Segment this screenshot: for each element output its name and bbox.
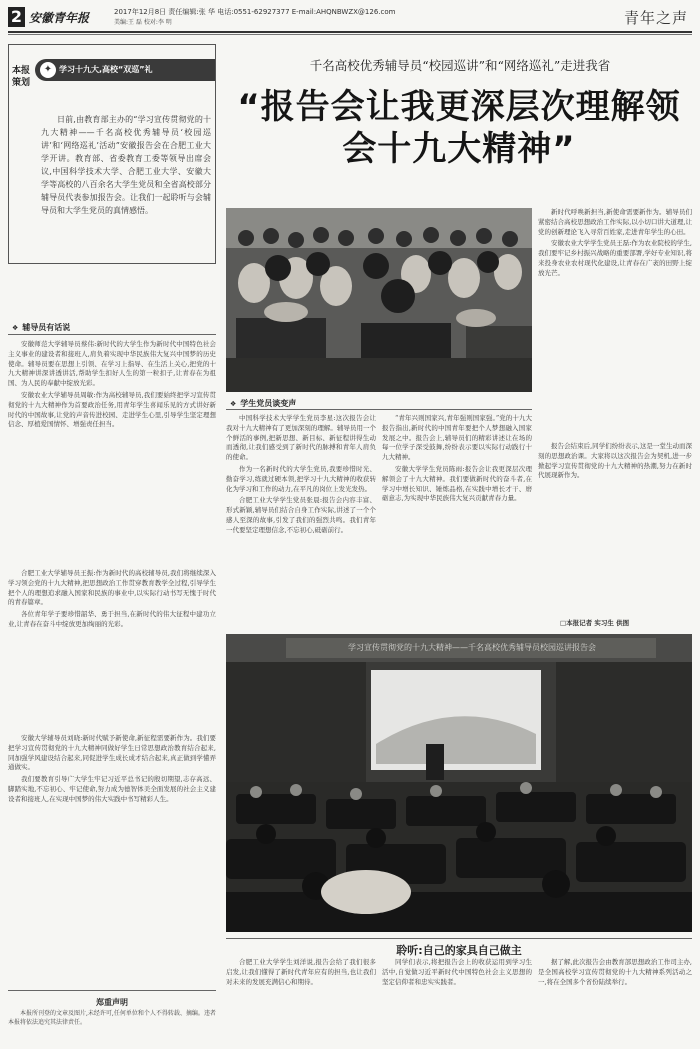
student-rule bbox=[226, 409, 532, 410]
paragraph: 作为一名新时代的大学生党员,我要珍惜时光、勤奋学习,练就过硬本领,把学习十九大精神的收获转化为学习和工作的动力,在平凡的岗位上发光发热。 bbox=[226, 464, 376, 493]
paragraph: 新时代呼唤新担当,新使命需要新作为。辅导员们紧密结合高校思想政治工作实际,以小切口讲大道理,让党的创新理论飞入寻常百姓家,走进青年学生的心田。 bbox=[538, 208, 692, 236]
masthead-rule bbox=[8, 31, 692, 33]
right-article-2 bbox=[538, 442, 692, 614]
report-article-1 bbox=[226, 958, 376, 1046]
paragraph: 据了解,此次报告会由教育部思想政治工作司主办,是全国高校学习宣传贯彻党的十九大精神系列活动之一,将在全国多个省份陆续举行。 bbox=[538, 958, 692, 986]
paragraph: 同学们表示,将把报告会上的收获运用到学习生活中,自觉做习近平新时代中国特色社会主义思想的坚定信仰者和忠实实践者。 bbox=[382, 958, 532, 986]
editor-line: 美编:王 磊 校对:李 明 bbox=[114, 19, 172, 26]
masthead-rule-thin bbox=[8, 34, 692, 35]
star-icon: ✦ bbox=[40, 62, 56, 78]
notice-title: 郑重声明 bbox=[96, 998, 128, 1007]
kicker: 千名高校优秀辅导员“校园巡讲”和“网络巡礼”走进我省 bbox=[309, 58, 611, 73]
right-article-1 bbox=[538, 208, 692, 438]
paragraph: 安徽农业大学辅导员周敏:作为高校辅导员,我们要始终把学习宣传贯彻党的十九大精神作为首要政治任务,用青年学生喜闻乐见的方式讲好新时代的中国故事,让党的声音传进校园、走进学生心里,引导学生坚定理想信念、厚植爱国情怀、增强责任担当。 bbox=[8, 390, 216, 429]
student-article bbox=[226, 414, 376, 630]
paragraph: 安徽大学辅导员刘晓:新时代赋予新使命,新征程需要新作为。我们要把学习宣传贯彻党的十九大精神同做好学生日常思想政治教育结合起来,同加强学风建设结合起来,同促进学生成长成才结合起来,真正做到学懂弄通做实。 bbox=[8, 734, 216, 772]
paragraph: 合肥工业大学学生刘洋说,报告会给了我们很多启发,让我们懂得了新时代青年应有的担当,也让我们对未来的发展充满信心和期待。 bbox=[226, 958, 376, 986]
stage-banner-text: 学习宣传贯彻党的十九大精神——千名高校优秀辅导员校园巡讲报告会 bbox=[348, 643, 596, 652]
notice-text: 本报所刊登的文章及图片,未经许可,任何单位和个人不得转载、摘编。违者本报将依法追究其法律责任。 bbox=[8, 1010, 216, 1026]
section-title: 青年之声 bbox=[623, 9, 688, 27]
counselor-article-3 bbox=[8, 734, 216, 1024]
series-banner bbox=[35, 59, 215, 81]
notice-rule bbox=[8, 990, 216, 991]
mid-article bbox=[382, 414, 532, 630]
counselor-article-2 bbox=[8, 569, 216, 729]
student-heading: ❖ 学生党员谈变声 bbox=[230, 398, 296, 409]
paper-name: 安徽青年报 bbox=[29, 11, 90, 25]
paragraph: 合肥工业大学学生党员张晨:报告会内容丰富、形式新颖,辅导员们结合自身工作实际,讲述了一个个感人至深的故事,引发了我们的强烈共鸣。我们青年一代要坚定理想信念,不忘初心,砥砺前行。 bbox=[226, 496, 376, 534]
paragraph: 中国科学技术大学学生党员李星:这次报告会让我对十九大精神有了更加深刻的理解。辅导员用一个个鲜活的事例,把新思想、新目标、新征程讲得生动而透彻,让我们感受到了新时代的脉搏和青年人肩负的使命。 bbox=[226, 414, 376, 462]
intro-text: 日前,由教育部主办的“学习宣传贯彻党的十九大精神——千名高校优秀辅导员‘校园巡讲’和‘网络巡礼’活动”安徽报告会在合肥工业大学开讲。教育部、省委教育工委等领导出席会议,中国科学技术大学、合肥工业大学、安徽大学等高校的八百余名大学生党员和全省高校部分辅导员代表参加报告会。让我们一起聆听与会辅导员和大学生党员的真情感悟。 bbox=[41, 115, 211, 215]
report-heading: 聆听:自己的家具自己做主 bbox=[396, 944, 522, 957]
paragraph: 合肥工业大学辅导员王振:作为新时代的高校辅导员,我们将继续深入学习领会党的十九大精神,把思想政治工作贯穿教育教学全过程,引导学生把个人的理想追求融入国家和民族的事业中,以实际行动书写无愧于时代的青春篇章。 bbox=[8, 569, 216, 607]
intro-box bbox=[8, 44, 216, 264]
counselor-rule bbox=[8, 334, 216, 335]
paragraph: 报告会结束后,同学们纷纷表示,这是一堂生动而深刻的思想政治课。大家将以这次报告会为契机,进一步掀起学习宣传贯彻党的十九大精神的热潮,努力在新时代展现新作为。 bbox=[538, 442, 692, 480]
page-number: 2 bbox=[8, 7, 25, 27]
masthead bbox=[8, 6, 692, 30]
counselor-heading: ❖ 辅导员有话说 bbox=[12, 322, 70, 333]
date-line: 2017年12月8日 责任编辑:张 华 电话:0551-62927377 E-mail:AHQNBWZX@126.com bbox=[114, 8, 396, 16]
report-article-3 bbox=[538, 958, 692, 1046]
paragraph: 安徽大学学生党员陈雨:报告会让我更深层次理解领会了十九大精神。我们要做新时代的奋斗者,在学习中增长知识、锤炼品格,在实践中增长才干、磨砺意志,为实现中华民族伟大复兴贡献青春力量。 bbox=[382, 464, 532, 503]
headline: “报告会让我更深层次理解领会十九大精神” bbox=[237, 87, 681, 169]
left-column bbox=[8, 44, 216, 1044]
report-article-2 bbox=[382, 958, 532, 1046]
photo-credit: □本报记者 实习生 供图 bbox=[560, 619, 630, 627]
series-banner-text: 学习十九大,高校“双巡”礼 bbox=[59, 65, 153, 74]
counselor-article-1 bbox=[8, 340, 216, 565]
auditorium-photo bbox=[226, 634, 692, 932]
report-top-rule bbox=[226, 938, 692, 939]
intro-tag: 本报策划 bbox=[12, 66, 31, 88]
paragraph: 我们要教育引导广大学生牢记习近平总书记的殷切期望,志存高远、脚踏实地,不忘初心、牢记使命,努力成为德智体美全面发展的社会主义建设者和接班人,在实现中国梦的伟大实践中书写精彩人生。 bbox=[8, 775, 216, 803]
paragraph: 安徽师范大学辅导员蔡伟:新时代的大学生作为新时代中国特色社会主义事业的建设者和接班人,肩负着实现中华民族伟大复兴中国梦的历史使命。辅导员要在思想上引领、在学习上指导、在生活上关心,把党的十九大精神讲深讲透讲活,帮助学生扣好人生的第一粒扣子,让青春在为祖国、为人民的奉献中绽放光彩。 bbox=[8, 340, 216, 388]
paragraph: 安徽农业大学学生党员王磊:作为农业院校的学生,我们要牢记乡村振兴战略的重要部署,学好专业知识,将来投身农业农村现代化建设,让青春在广袤的田野上绽放光芒。 bbox=[538, 239, 692, 277]
paragraph: “青年兴则国家兴,青年强则国家强。”党的十九大报告指出,新时代的中国青年要把个人梦想融入国家发展之中。报告会上,辅导员们的精彩讲述让在场的每一位学子深受鼓舞,纷纷表示要以实际行动践行十九大精神。 bbox=[382, 414, 532, 462]
paragraph: 各位青年学子要珍惜韶华、勇于担当,在新时代的伟大征程中建功立业,让青春在奋斗中绽放更加绚丽的光彩。 bbox=[8, 610, 216, 628]
audience-photo bbox=[226, 208, 532, 392]
